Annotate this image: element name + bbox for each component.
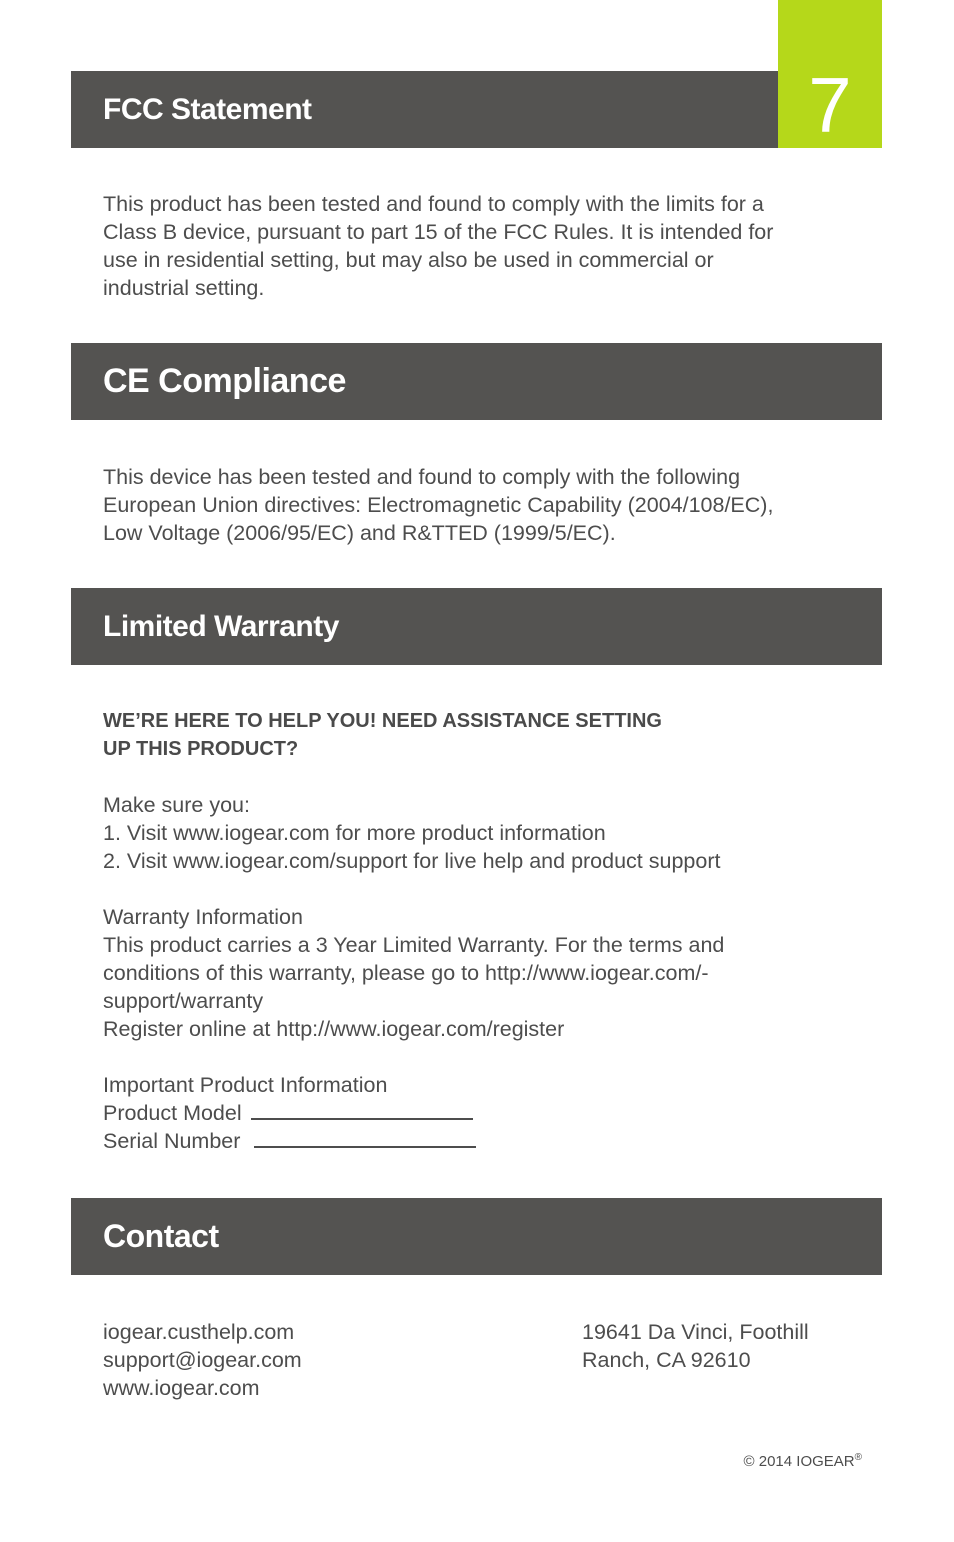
contact-title: Contact [103, 1218, 219, 1254]
step-item: 2. Visit www.iogear.com/support for live help and product support [103, 849, 721, 873]
serial-number-row [103, 1127, 833, 1155]
warranty-title: Limited Warranty [103, 609, 339, 643]
fcc-line: Class B device, pursuant to part 15 of the FCC Rules. It is intended for [103, 220, 774, 244]
serial-number-label: Serial Number [103, 1129, 241, 1153]
contact-section-header [71, 1198, 882, 1275]
step-item: 1. Visit www.iogear.com for more product information [103, 821, 606, 845]
fcc-title: FCC Statement [103, 92, 312, 126]
copyright-text: © 2014 IOGEAR [743, 1453, 855, 1470]
warranty-body [103, 707, 833, 1155]
ce-title: CE Compliance [103, 362, 346, 400]
help-heading-line: UP THIS PRODUCT? [103, 738, 299, 760]
contact-address [582, 1318, 809, 1374]
serial-number-blank [254, 1146, 476, 1148]
register-line: Register online at http://www.iogear.com/register [103, 1017, 565, 1041]
fcc-line: This product has been tested and found to comply with the limits for a [103, 192, 764, 216]
registered-mark: ® [854, 1452, 862, 1463]
make-sure-text: Make sure you: [103, 793, 250, 817]
page-number: 7 [808, 61, 852, 149]
fcc-line: industrial setting. [103, 276, 265, 300]
warranty-info-line: This product carries a 3 Year Limited Warranty. For the terms and [103, 933, 725, 957]
address-line: 19641 Da Vinci, Foothill [582, 1320, 809, 1344]
address-line: Ranch, CA 92610 [582, 1348, 751, 1372]
warranty-info-line: conditions of this warranty, please go to http://www.iogear.com/- [103, 961, 709, 985]
fcc-paragraph [103, 190, 833, 302]
fcc-line: use in residential setting, but may also be used in commercial or [103, 248, 714, 272]
product-model-label: Product Model [103, 1101, 242, 1125]
contact-online [103, 1318, 302, 1402]
contact-helpdesk: iogear.custhelp.com [103, 1320, 295, 1344]
spacer [103, 763, 833, 791]
ce-line: This device has been tested and found to comply with the following [103, 465, 741, 489]
copyright-notice [744, 1452, 862, 1470]
spacer [103, 875, 833, 903]
fcc-section-header [71, 71, 778, 148]
contact-website: www.iogear.com [103, 1376, 260, 1400]
warranty-info-line: support/warranty [103, 989, 264, 1013]
page-number-tab [778, 0, 882, 148]
warranty-section-header [71, 588, 882, 665]
ce-paragraph [103, 463, 833, 547]
product-model-row [103, 1099, 833, 1127]
warranty-info-heading: Warranty Information [103, 905, 303, 929]
ce-section-header [71, 343, 882, 420]
ce-line: European Union directives: Electromagnetic Capability (2004/108/EC), [103, 493, 774, 517]
spacer [103, 1043, 833, 1071]
product-info-heading: Important Product Information [103, 1073, 388, 1097]
help-heading-line: WE’RE HERE TO HELP YOU! NEED ASSISTANCE SETTING [103, 710, 662, 732]
ce-line: Low Voltage (2006/95/EC) and R&TTED (1999/5/EC). [103, 521, 616, 545]
product-model-blank [251, 1118, 473, 1120]
contact-email: support@iogear.com [103, 1348, 302, 1372]
